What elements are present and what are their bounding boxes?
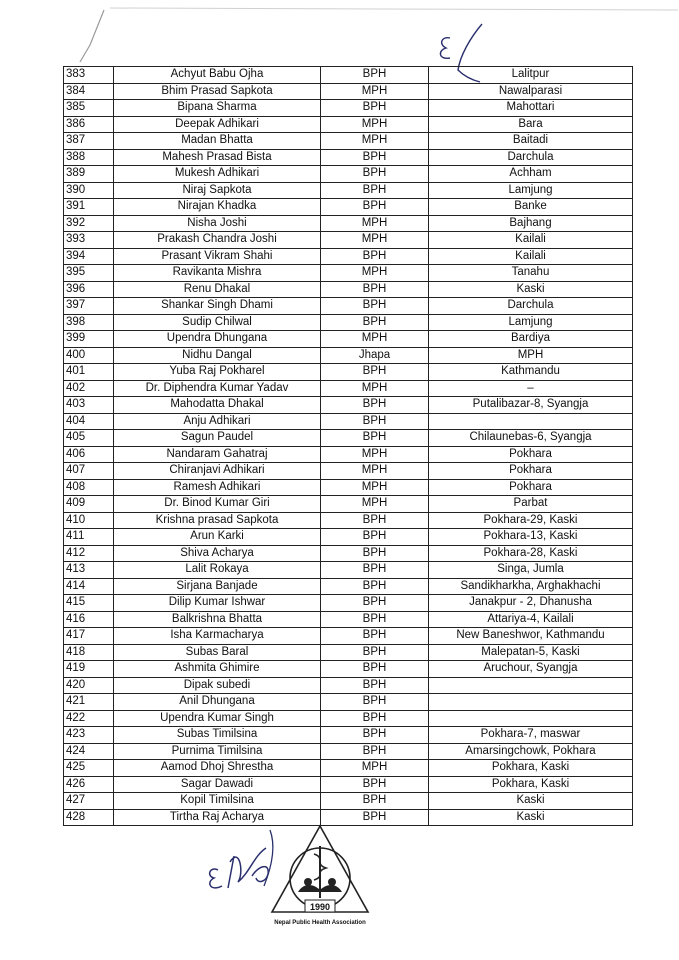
table-row: [64, 182, 633, 199]
serial-number-cell: 395: [64, 265, 114, 282]
address-cell: Nawalparasi: [429, 83, 633, 100]
address-cell: Kathmandu: [429, 364, 633, 381]
member-name-cell: Renu Dhakal: [114, 281, 321, 298]
serial-number-cell: 426: [64, 776, 114, 793]
serial-number-cell: 389: [64, 166, 114, 183]
address-cell: Attariya-4, Kailali: [429, 611, 633, 628]
degree-cell: BPH: [321, 100, 429, 117]
table-row: [64, 479, 633, 496]
table-row: [64, 331, 633, 348]
degree-cell: MPH: [321, 760, 429, 777]
degree-cell: MPH: [321, 232, 429, 249]
table-row: [64, 67, 633, 84]
serial-number-cell: 403: [64, 397, 114, 414]
serial-number-cell: 419: [64, 661, 114, 678]
address-cell: Lalitpur: [429, 67, 633, 84]
serial-number-cell: 388: [64, 149, 114, 166]
serial-number-cell: 412: [64, 545, 114, 562]
degree-cell: MPH: [321, 83, 429, 100]
member-name-cell: Sirjana Banjade: [114, 578, 321, 595]
table-row: [64, 83, 633, 100]
table-row: [64, 776, 633, 793]
address-cell: Aruchour, Syangja: [429, 661, 633, 678]
member-name-cell: Subas Baral: [114, 644, 321, 661]
serial-number-cell: 411: [64, 529, 114, 546]
degree-cell: BPH: [321, 809, 429, 826]
degree-cell: BPH: [321, 611, 429, 628]
address-cell: Kaski: [429, 809, 633, 826]
member-name-cell: Prasant Vikram Shahi: [114, 248, 321, 265]
table-row: [64, 298, 633, 315]
degree-cell: BPH: [321, 314, 429, 331]
serial-number-cell: 415: [64, 595, 114, 612]
degree-cell: BPH: [321, 743, 429, 760]
serial-number-cell: 406: [64, 446, 114, 463]
member-name-cell: Dilip Kumar Ishwar: [114, 595, 321, 612]
degree-cell: BPH: [321, 776, 429, 793]
degree-cell: BPH: [321, 578, 429, 595]
association-seal-logo: [268, 820, 372, 932]
address-cell: Pokhara: [429, 479, 633, 496]
degree-cell: BPH: [321, 199, 429, 216]
serial-number-cell: 402: [64, 380, 114, 397]
member-name-cell: Tirtha Raj Acharya: [114, 809, 321, 826]
address-cell: Lamjung: [429, 182, 633, 199]
address-cell: Darchula: [429, 149, 633, 166]
serial-number-cell: 387: [64, 133, 114, 150]
address-cell: –: [429, 380, 633, 397]
serial-number-cell: 390: [64, 182, 114, 199]
seal-organization-name: Nepal Public Health Association: [274, 920, 366, 926]
serial-number-cell: 384: [64, 83, 114, 100]
serial-number-cell: 428: [64, 809, 114, 826]
member-name-cell: Deepak Adhikari: [114, 116, 321, 133]
table-row: [64, 248, 633, 265]
member-table-body: [64, 67, 633, 826]
serial-number-cell: 425: [64, 760, 114, 777]
table-row: [64, 595, 633, 612]
member-name-cell: Upendra Kumar Singh: [114, 710, 321, 727]
member-name-cell: Sagun Paudel: [114, 430, 321, 447]
degree-cell: MPH: [321, 463, 429, 480]
table-row: [64, 545, 633, 562]
table-row: [64, 694, 633, 711]
serial-number-cell: 401: [64, 364, 114, 381]
table-row: [64, 347, 633, 364]
address-cell: Bara: [429, 116, 633, 133]
degree-cell: BPH: [321, 182, 429, 199]
member-name-cell: Nandaram Gahatraj: [114, 446, 321, 463]
degree-cell: BPH: [321, 298, 429, 315]
member-name-cell: Achyut Babu Ojha: [114, 67, 321, 84]
degree-cell: BPH: [321, 166, 429, 183]
table-row: [64, 611, 633, 628]
address-cell: Bajhang: [429, 215, 633, 232]
address-cell: Pokhara-28, Kaski: [429, 545, 633, 562]
address-cell: Pokhara: [429, 463, 633, 480]
address-cell: Kaski: [429, 793, 633, 810]
address-cell: Kaski: [429, 281, 633, 298]
table-row: [64, 215, 633, 232]
serial-number-cell: 399: [64, 331, 114, 348]
degree-cell: MPH: [321, 215, 429, 232]
member-name-cell: Prakash Chandra Joshi: [114, 232, 321, 249]
degree-cell: BPH: [321, 430, 429, 447]
degree-cell: BPH: [321, 677, 429, 694]
member-name-cell: Mahesh Prasad Bista: [114, 149, 321, 166]
degree-cell: MPH: [321, 331, 429, 348]
address-cell: Sandikharkha, Arghakhachi: [429, 578, 633, 595]
address-cell: Pokhara-7, maswar: [429, 727, 633, 744]
address-cell: Lamjung: [429, 314, 633, 331]
serial-number-cell: 405: [64, 430, 114, 447]
serial-number-cell: 407: [64, 463, 114, 480]
member-name-cell: Yuba Raj Pokharel: [114, 364, 321, 381]
member-name-cell: Ramesh Adhikari: [114, 479, 321, 496]
serial-number-cell: 391: [64, 199, 114, 216]
member-name-cell: Isha Karmacharya: [114, 628, 321, 645]
table-row: [64, 397, 633, 414]
degree-cell: BPH: [321, 644, 429, 661]
serial-number-cell: 383: [64, 67, 114, 84]
serial-number-cell: 410: [64, 512, 114, 529]
table-row: [64, 133, 633, 150]
member-name-cell: Sagar Dawadi: [114, 776, 321, 793]
address-cell: Pokhara, Kaski: [429, 760, 633, 777]
table-row: [64, 529, 633, 546]
address-cell: Pokhara-13, Kaski: [429, 529, 633, 546]
member-name-cell: Dr. Binod Kumar Giri: [114, 496, 321, 513]
address-cell: [429, 710, 633, 727]
table-row: [64, 265, 633, 282]
serial-number-cell: 404: [64, 413, 114, 430]
address-cell: Putalibazar-8, Syangja: [429, 397, 633, 414]
degree-cell: BPH: [321, 545, 429, 562]
degree-cell: BPH: [321, 595, 429, 612]
serial-number-cell: 394: [64, 248, 114, 265]
member-name-cell: Upendra Dhungana: [114, 331, 321, 348]
table-row: [64, 793, 633, 810]
degree-cell: MPH: [321, 479, 429, 496]
serial-number-cell: 392: [64, 215, 114, 232]
member-name-cell: Shiva Acharya: [114, 545, 321, 562]
degree-cell: BPH: [321, 710, 429, 727]
address-cell: Darchula: [429, 298, 633, 315]
member-name-cell: Arun Karki: [114, 529, 321, 546]
table-row: [64, 380, 633, 397]
degree-cell: BPH: [321, 628, 429, 645]
member-name-cell: Sudip Chilwal: [114, 314, 321, 331]
address-cell: [429, 694, 633, 711]
degree-cell: BPH: [321, 727, 429, 744]
table-row: [64, 727, 633, 744]
address-cell: [429, 413, 633, 430]
table-row: [64, 116, 633, 133]
serial-number-cell: 385: [64, 100, 114, 117]
degree-cell: BPH: [321, 149, 429, 166]
serial-number-cell: 417: [64, 628, 114, 645]
member-table: [63, 66, 633, 826]
member-name-cell: Bipana Sharma: [114, 100, 321, 117]
table-row: [64, 199, 633, 216]
member-name-cell: Aamod Dhoj Shrestha: [114, 760, 321, 777]
table-row: [64, 644, 633, 661]
member-name-cell: Nisha Joshi: [114, 215, 321, 232]
serial-number-cell: 418: [64, 644, 114, 661]
member-name-cell: Anju Adhikari: [114, 413, 321, 430]
table-row: [64, 100, 633, 117]
member-name-cell: Nirajan Khadka: [114, 199, 321, 216]
serial-number-cell: 413: [64, 562, 114, 579]
degree-cell: MPH: [321, 496, 429, 513]
address-cell: Janakpur - 2, Dhanusha: [429, 595, 633, 612]
degree-cell: MPH: [321, 446, 429, 463]
address-cell: Amarsingchowk, Pokhara: [429, 743, 633, 760]
address-cell: [429, 677, 633, 694]
serial-number-cell: 400: [64, 347, 114, 364]
serial-number-cell: 396: [64, 281, 114, 298]
member-name-cell: Kopil Timilsina: [114, 793, 321, 810]
serial-number-cell: 398: [64, 314, 114, 331]
serial-number-cell: 416: [64, 611, 114, 628]
member-name-cell: Krishna prasad Sapkota: [114, 512, 321, 529]
serial-number-cell: 414: [64, 578, 114, 595]
serial-number-cell: 427: [64, 793, 114, 810]
serial-number-cell: 397: [64, 298, 114, 315]
address-cell: Mahottari: [429, 100, 633, 117]
seal-year: 1990: [309, 902, 331, 912]
table-row: [64, 677, 633, 694]
serial-number-cell: 409: [64, 496, 114, 513]
member-name-cell: Mahodatta Dhakal: [114, 397, 321, 414]
degree-cell: BPH: [321, 281, 429, 298]
degree-cell: BPH: [321, 529, 429, 546]
address-cell: Parbat: [429, 496, 633, 513]
serial-number-cell: 424: [64, 743, 114, 760]
table-row: [64, 166, 633, 183]
member-name-cell: Dr. Diphendra Kumar Yadav: [114, 380, 321, 397]
degree-cell: MPH: [321, 265, 429, 282]
table-row: [64, 413, 633, 430]
member-name-cell: Niraj Sapkota: [114, 182, 321, 199]
address-cell: MPH: [429, 347, 633, 364]
member-name-cell: Anil Dhungana: [114, 694, 321, 711]
degree-cell: BPH: [321, 67, 429, 84]
degree-cell: BPH: [321, 364, 429, 381]
degree-cell: BPH: [321, 512, 429, 529]
member-name-cell: Purnima Timilsina: [114, 743, 321, 760]
table-row: [64, 496, 633, 513]
degree-cell: BPH: [321, 793, 429, 810]
member-name-cell: Ravikanta Mishra: [114, 265, 321, 282]
table-row: [64, 364, 633, 381]
table-row: [64, 578, 633, 595]
degree-cell: MPH: [321, 133, 429, 150]
degree-cell: BPH: [321, 562, 429, 579]
address-cell: New Baneshwor, Kathmandu: [429, 628, 633, 645]
address-cell: Malepatan-5, Kaski: [429, 644, 633, 661]
degree-cell: MPH: [321, 116, 429, 133]
member-name-cell: Nidhu Dangal: [114, 347, 321, 364]
member-name-cell: Bhim Prasad Sapkota: [114, 83, 321, 100]
table-row: [64, 628, 633, 645]
address-cell: Baitadi: [429, 133, 633, 150]
table-row: [64, 232, 633, 249]
serial-number-cell: 423: [64, 727, 114, 744]
address-cell: Pokhara-29, Kaski: [429, 512, 633, 529]
degree-cell: MPH: [321, 380, 429, 397]
serial-number-cell: 422: [64, 710, 114, 727]
address-cell: Kailali: [429, 232, 633, 249]
degree-cell: BPH: [321, 397, 429, 414]
address-cell: Achham: [429, 166, 633, 183]
table-row: [64, 661, 633, 678]
member-name-cell: Balkrishna Bhatta: [114, 611, 321, 628]
table-row: [64, 463, 633, 480]
member-name-cell: Madan Bhatta: [114, 133, 321, 150]
degree-cell: BPH: [321, 248, 429, 265]
member-name-cell: Mukesh Adhikari: [114, 166, 321, 183]
table-row: [64, 743, 633, 760]
serial-number-cell: 393: [64, 232, 114, 249]
table-row: [64, 512, 633, 529]
degree-cell: Jhapa: [321, 347, 429, 364]
member-name-cell: Chiranjavi Adhikari: [114, 463, 321, 480]
address-cell: Chilaunebas-6, Syangja: [429, 430, 633, 447]
table-row: [64, 430, 633, 447]
member-name-cell: Lalit Rokaya: [114, 562, 321, 579]
member-name-cell: Subas Timilsina: [114, 727, 321, 744]
address-cell: Pokhara, Kaski: [429, 776, 633, 793]
address-cell: Banke: [429, 199, 633, 216]
member-name-cell: Dipak subedi: [114, 677, 321, 694]
address-cell: Kailali: [429, 248, 633, 265]
degree-cell: BPH: [321, 661, 429, 678]
address-cell: Bardiya: [429, 331, 633, 348]
table-row: [64, 562, 633, 579]
serial-number-cell: 408: [64, 479, 114, 496]
serial-number-cell: 420: [64, 677, 114, 694]
address-cell: Pokhara: [429, 446, 633, 463]
degree-cell: BPH: [321, 694, 429, 711]
address-cell: Singa, Jumla: [429, 562, 633, 579]
table-row: [64, 314, 633, 331]
serial-number-cell: 386: [64, 116, 114, 133]
address-cell: Tanahu: [429, 265, 633, 282]
member-name-cell: Shankar Singh Dhami: [114, 298, 321, 315]
serial-number-cell: 421: [64, 694, 114, 711]
member-name-cell: Ashmita Ghimire: [114, 661, 321, 678]
degree-cell: BPH: [321, 413, 429, 430]
table-row: [64, 760, 633, 777]
table-row: [64, 281, 633, 298]
table-row: [64, 710, 633, 727]
table-row: [64, 149, 633, 166]
table-row: [64, 446, 633, 463]
